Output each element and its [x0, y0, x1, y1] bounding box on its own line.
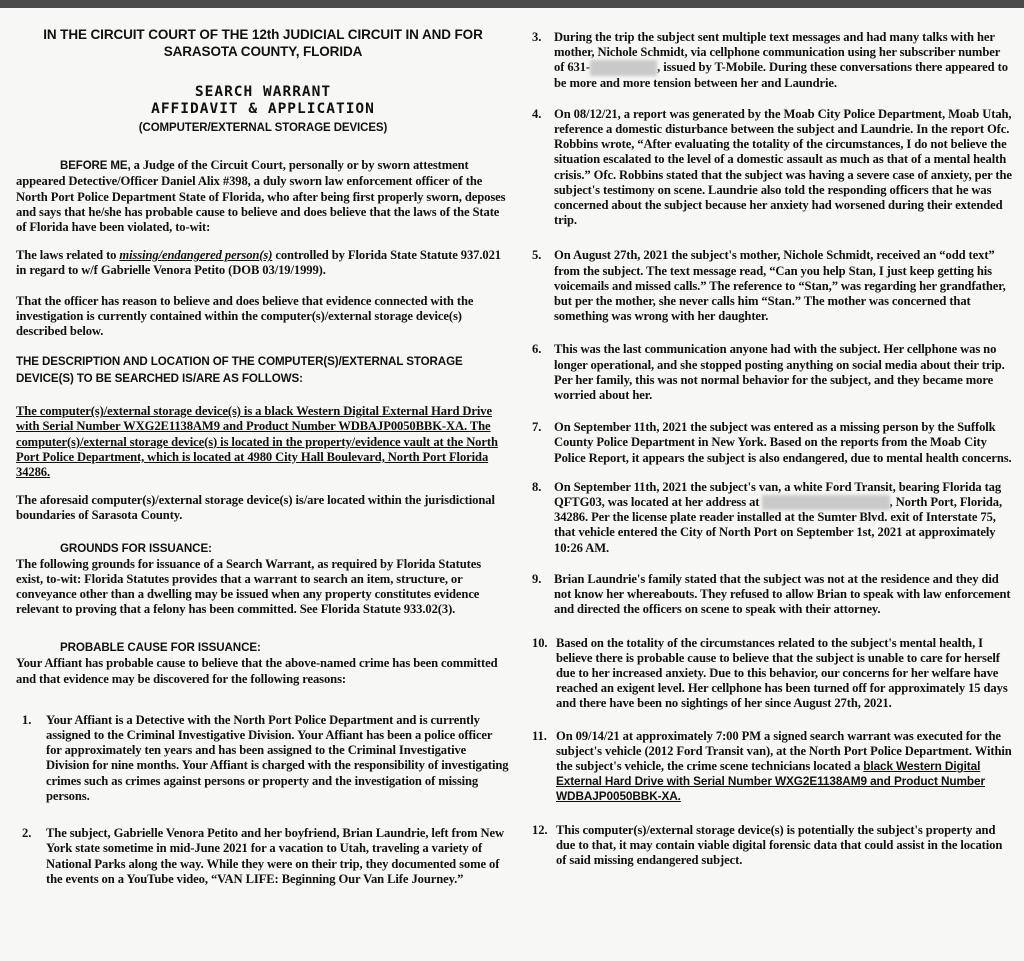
- laws-paragraph: [16, 248, 510, 278]
- item-number: 9.: [532, 571, 542, 586]
- list-item: [532, 636, 1012, 712]
- item-number: 11.: [532, 728, 547, 743]
- list-item: [532, 30, 1012, 91]
- item-text-pre: On 09/14/21 at approximately 7:00 PM a signed search warrant was executed for the subject's vehicle (2012 Ford Transit van), at the North Port Police Department. Within the subject's vehicle, the crime scene technicians located a: [556, 728, 1012, 773]
- item-text: The subject, Gabrielle Venora Petito and her boyfriend, Brian Laundrie, left from New York state sometime in mid-June 2021 for a vacation to Utah, traveling a variety of National Parks along the way. While they were on their trip, they documented some of the events on a YouTube video, “VAN LIFE: Beginning Our Van Life Journey.”: [46, 826, 505, 886]
- list-item: [532, 420, 1012, 466]
- list-item: [532, 572, 1012, 618]
- list-item: [16, 713, 510, 804]
- item-number: 8.: [532, 479, 542, 494]
- item-number: 7.: [532, 420, 542, 435]
- intro-paragraph: [16, 158, 510, 235]
- description-paragraph: The computer(s)/external storage device(s) is a black Western Digital External Hard Drive with Serial Number WXG2E1138AM9 and Product Number WDBAJP0050BBK-XA. The computer(s)/external storage device(s) is located in the property/evidence vault at the North Port Police Department, which is located at 4980 City Hall Boulevard, North Port Florida 34286.: [16, 404, 498, 480]
- intro-lead: BEFORE ME,: [60, 160, 131, 173]
- item-text: [556, 729, 1012, 805]
- item-text: [554, 30, 1012, 91]
- item-number: 5.: [532, 248, 542, 263]
- laws-post: controlled by Florida State Statute 937.021 in regard to w/f Gabrielle Venora Petito (DOB 03/19/1999).: [16, 248, 501, 278]
- document-title: [16, 84, 510, 118]
- warrant-document-page: [0, 8, 1024, 961]
- item-text: Brian Laundrie's family stated that the subject was not at the residence and they did not know her whereabouts. They refused to allow Brian to speak with law enforcement and directed the officers on scene to speak with their attorney.: [554, 571, 1011, 617]
- right-column: [532, 8, 1012, 868]
- item-number: 6.: [532, 342, 542, 357]
- document-subtitle: (COMPUTER/EXTERNAL STORAGE DEVICES): [138, 122, 388, 134]
- item-text: This computer(s)/external storage device(s) is potentially the subject's property and due to that, it may contain viable digital forensic data that could assist in the location of said missing endangered subject.: [556, 822, 1003, 867]
- court-heading: [16, 26, 510, 60]
- item-number: 3.: [532, 30, 542, 44]
- grounds-heading: GROUNDS FOR ISSUANCE:: [60, 541, 212, 555]
- probable-cause-paragraph: Your Affiant has probable cause to believe that the above-named crime has been committed and that evidence may be discovered for the following reasons:: [16, 656, 498, 686]
- list-item: [532, 823, 1012, 869]
- laws-pre: The laws related to: [16, 248, 120, 263]
- item-text: [554, 480, 1012, 556]
- jurisdiction-paragraph: The aforesaid computer(s)/external storage device(s) is/are located within the jurisdictional boundaries of Sarasota County.: [16, 493, 495, 523]
- redacted-phone: [590, 60, 657, 75]
- item-number: 2.: [22, 826, 32, 841]
- item-number: 10.: [532, 635, 548, 650]
- list-item: [532, 107, 1012, 229]
- court-line-1: IN THE CIRCUIT COURT OF THE 12th JUDICIAL CIRCUIT IN AND FOR: [43, 27, 483, 42]
- hard-drive-emphasis: black Western Digital External Hard Drive with Serial Number WXG2E1138AM9 and Product Number WDBAJP0050BBK-XA.: [556, 758, 985, 804]
- item-text-pre: On September 11th, 2021 the subject's van, a white Ford Transit, bearing Florida tag QFTG03, was located at her address at: [554, 479, 1002, 510]
- grounds-paragraph: The following grounds for issuance of a Search Warrant, as required by Florida Statutes exist, to-wit: Florida Statutes provides that a warrant to search an item, structure, or conveyance other than a dwelling may be issued when any property constitutes evidence relevant to proving that a felony has been committed. See Florida Statute 933.02(3).: [16, 556, 482, 617]
- list-item: [532, 342, 1012, 403]
- laws-emphasis: missing/endangered person(s): [119, 248, 273, 263]
- item-text-post: , North Port, Florida, 34286. Per the license plate reader installed at the Sumter Blvd. exit of Interstate 75, that vehicle entered the City of North Port on September 1st, 2021 at approximately 10:26 AM.: [554, 495, 1003, 555]
- item-text: Your Affiant is a Detective with the North Port Police Department and is currently assigned to the Criminal Investigative Division. Your Affiant has been a police officer for approximately ten years and has been assigned to the Criminal Investigative Division for nine months. Your Affiant is charged with the responsibility of investigating crimes such as crimes against persons or property and the investigation of missing persons.: [46, 712, 509, 803]
- item-text: On September 11th, 2021 the subject was entered as a missing person by the Suffolk County Police Department in New York. Based on the reports from the Moab City Police Report, it appears the subject is also endangered, due to mental health concerns.: [554, 420, 1012, 465]
- item-number: 4.: [532, 106, 542, 121]
- item-text-pre: During the trip the subject sent multiple text messages and had many talks with her mother, Nichole Schmidt, via cellphone communication using her subscriber number of 631-: [554, 30, 1000, 75]
- item-text: This was the last communication anyone had with the subject. Her cellphone was no longer operational, and she stopped posting anything on social media about their trip. Per her family, this was not normal behavior for the subject, and they became more worried about her.: [554, 342, 1005, 403]
- item-text: On August 27th, 2021 the subject's mother, Nichole Schmidt, received an “odd text” from the subject. The text message read, “Can you help Stan, I just keep getting his voicemails and missed calls.” The reference to “Stan,” was regarding her grandfather, but per the mother, she never calls him “Stan.” The mother was concerned that something was wrong with her daughter.: [554, 248, 1006, 324]
- item-text-post: , issued by T-Mobile. During these conversations there appeared to be more and more tension between her and Laundrie.: [554, 60, 1008, 90]
- redacted-address: [762, 495, 889, 510]
- left-column: [16, 8, 510, 887]
- item-number: 12.: [532, 822, 548, 837]
- item-text: On 08/12/21, a report was generated by the Moab City Police Department, Moab Utah, reference a domestic disturbance between the subject and Laundrie. In the report Ofc. Robbins wrote, “After evaluating the totality of the circumstances, I do not believe the situation escalated to the level of a domestic assault as much as that of a mental health crisis.” Ofc. Robbins stated that the subject was having a severe case of anxiety, per the subject's testimony on scene. Laundrie also told the responding officers that he was concerned about the subject because her anxiety had worsened during their extended trip.: [554, 106, 1012, 228]
- list-item: [532, 248, 1012, 324]
- viewer-top-bar: [0, 0, 1024, 8]
- title-line-1: SEARCH WARRANT: [194, 84, 332, 100]
- title-line-2: AFFIDAVIT & APPLICATION: [151, 101, 375, 117]
- officer-belief-paragraph: That the officer has reason to believe and does believe that evidence connected with the investigation is currently contained within the computer(s)/external storage device(s) described below.: [16, 293, 474, 339]
- list-item: [532, 729, 1012, 805]
- list-item: [532, 480, 1012, 556]
- description-heading: THE DESCRIPTION AND LOCATION OF THE COMPUTER(S)/EXTERNAL STORAGE DEVICE(S) TO BE SEARCHED IS/ARE AS FOLLOWS:: [16, 355, 463, 386]
- list-item: [16, 826, 510, 887]
- probable-cause-heading: PROBABLE CAUSE FOR ISSUANCE:: [60, 641, 261, 655]
- item-number: 1.: [22, 712, 32, 727]
- court-line-2: SARASOTA COUNTY, FLORIDA: [163, 44, 363, 59]
- intro-text: a Judge of the Circuit Court, personally or by sworn attestment appeared Detective/Officer Daniel Alix #398, a duly sworn law enforcement officer of the North Port Police Department State of Florida, who after being first properly sworn, deposes and says that he/she has probable cause to believe and does believe that the laws of the State of Florida have been violated, to-wit:: [16, 158, 506, 235]
- item-text: Based on the totality of the circumstances related to the subject's mental health, I believe there is probable cause to believe that the subject is unable to care for herself due to her increased anxiety. Due to this behavior, our concerns for her welfare have reached an exigent level. Her cellphone has been turned off for approximately 15 days and there have been no sightings of her since August 27th, 2021.: [556, 635, 1008, 711]
